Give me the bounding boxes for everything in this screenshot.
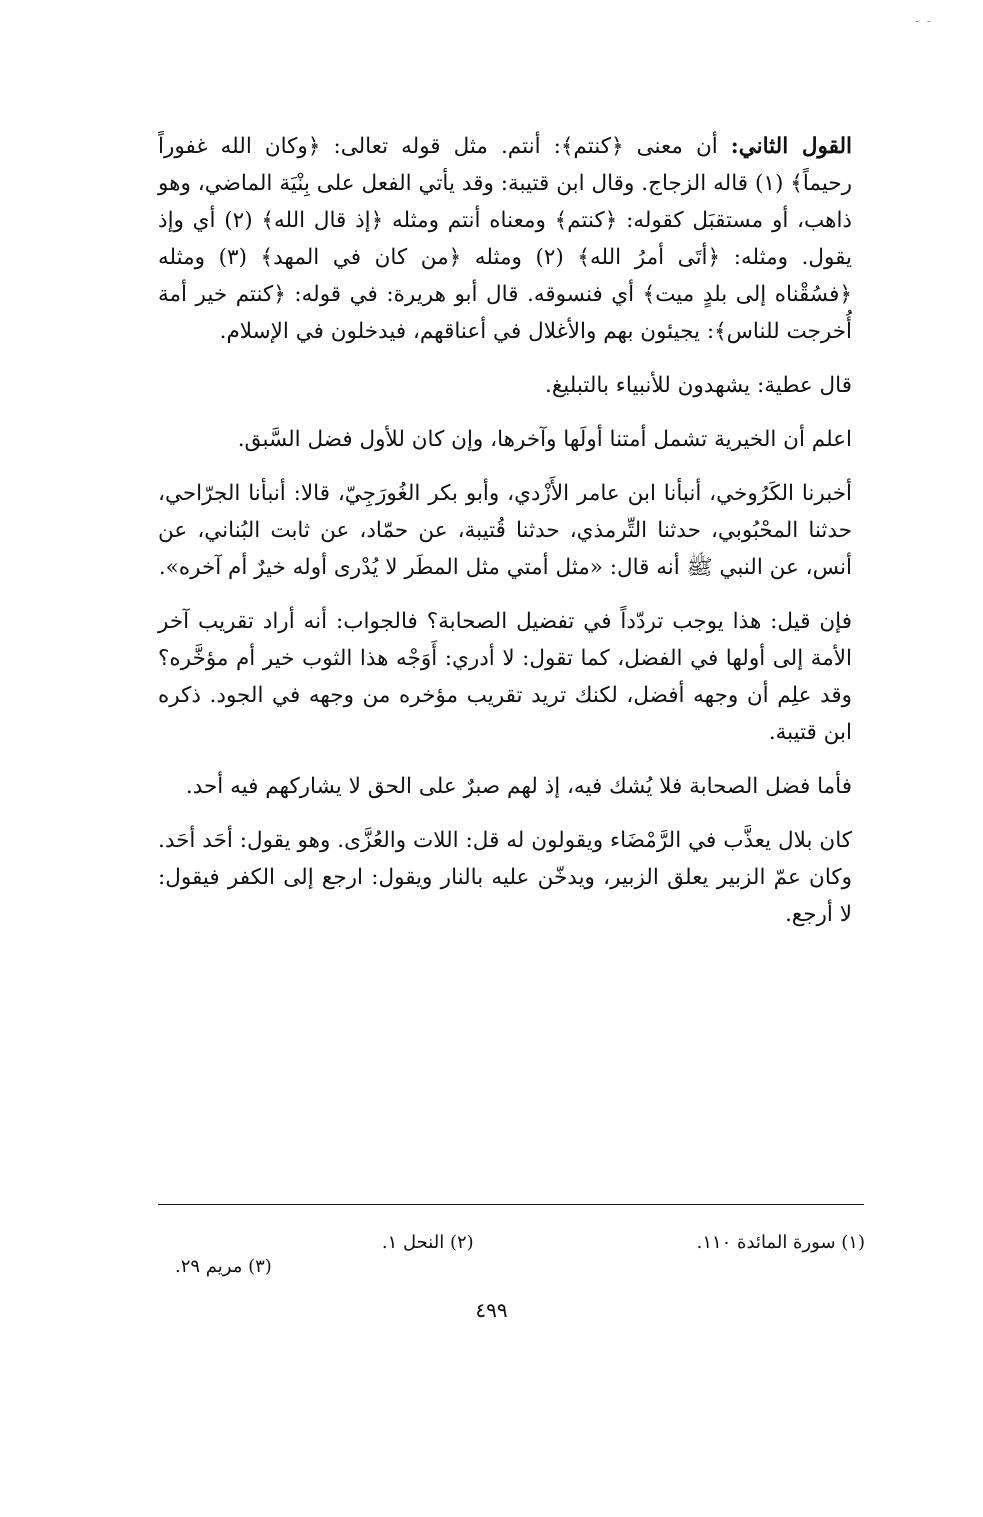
footnotes — [159, 1228, 865, 1258]
footnote-1: (١) سورة المائدة ١١٠. — [696, 1232, 865, 1253]
page-number: ٤٩٩ — [475, 1298, 508, 1322]
main-text — [158, 128, 852, 933]
paragraph-atiyya: قال عطية: يشهدون للأنبياء بالتبليغ. — [545, 373, 852, 398]
footnote-3: (٣) مريم ٢٩. — [175, 1256, 272, 1277]
corner-mark: - - — [915, 14, 933, 28]
paragraph-hadith-chain: أخبرنا الكَرُوخي، أنبأنا ابن عامر الأَزْدي، وأبو بكر الغُورَجِيّ، قالا: أنبأنا الجرّاحي، حدثنا المحْبُوبي، حدثنا التِّرمذي، حدثنا قُتيبة، عن حمّاد، عن ثابت البُناني، عن أنس، عن النبي ﷺ أنه قال: «مثل أمتي مثل المطَر لا يُدْرى أوله خيرٌ أم آخره». — [158, 481, 852, 580]
paragraph-second-opinion — [158, 128, 852, 350]
paragraph-objection: فإن قيل: هذا يوجب تردّداً في تفضيل الصحابة؟ فالجواب: أنه أراد تقريب آخر الأمة إلى أولها في الفضل، كما تقول: لا أدري: أَوَجْه هذا الثوب خير أم مؤخَّره؟ وقد علِم أن وجهه أفضل، لكنك تريد تقريب مؤخره من وجهه في الجود. ذكره ابن قتيبة. — [158, 609, 852, 745]
paragraph-text: أن معنى ﴿كنتم﴾: أنتم. مثل قوله تعالى: ﴿وكان الله غفوراً رحيماً﴾ (١) قاله الزجاج. وقال ابن قتيبة: وقد يأتي الفعل على بِنْيَة الماضي، وهو ذاهب، أو مستقبَل كقوله: ﴿كنتم﴾ ومعناه أنتم ومثله ﴿إذ قال الله﴾ (٢) أي وإذ يقول. ومثله: ﴿أتَى أمرُ الله﴾ (٢) ومثله ﴿من كان في المهد﴾ (٣) ومثله ﴿فسُقْناه إلى بلدٍ ميت﴾ أي فنسوقه. قال أبو هريرة: في قوله: ﴿كنتم خير أمة أُخرجت للناس﴾: يجيئون بهم والأغلال في أعناقهم، فيدخلون في الإسلام. — [158, 134, 852, 344]
paragraph-bilal: كان بلال يعذَّب في الرَّمْضَاء ويقولون له قل: اللات والعُزَّى. وهو يقول: أحَد أحَد. وكان عمّ الزبير يعلق الزبير، ويدخّن عليه بالنار ويقول: ارجع إلى الكفر فيقول: لا أرجع. — [158, 828, 852, 927]
paragraph-sahaba-virtue: فأما فضل الصحابة فلا يُشك فيه، إذ لهم صبرٌ على الحق لا يشاركهم فيه أحد. — [185, 774, 852, 799]
footnote-divider — [158, 1204, 864, 1205]
paragraph-lead: القول الثاني: — [730, 134, 852, 159]
footnote-2: (٢) النحل ١. — [381, 1232, 474, 1253]
paragraph-khayriyya: اعلم أن الخيرية تشمل أمتنا أولَها وآخرها، وإن كان للأول فضل السَّبق. — [237, 427, 852, 452]
